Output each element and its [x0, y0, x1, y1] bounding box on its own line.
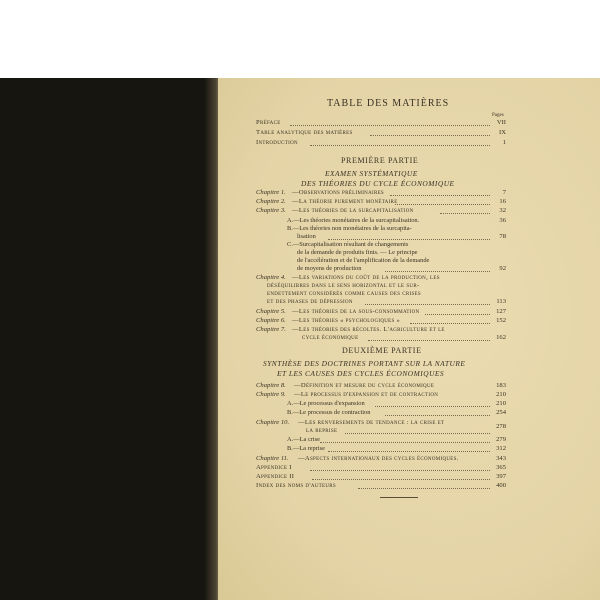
leader-dots — [375, 406, 490, 407]
page-number: 162 — [496, 334, 506, 341]
toc-entry-author-index: Index des noms d'auteurs — [256, 482, 336, 489]
chapter-title: —Les théories des récoltes. L'agriculture et le — [292, 326, 445, 333]
chapter-label: Chapitre 9. — [256, 391, 286, 398]
facing-page-dark — [0, 78, 213, 600]
leader-dots — [368, 340, 490, 341]
part-one-subtitle: DES THÉORIES DU CYCLE ÉCONOMIQUE — [301, 179, 455, 188]
chapter-title-cont: la reprise — [306, 427, 338, 434]
toc-entry-analytic-table: Table analytique des matières — [256, 129, 353, 136]
page-number: 343 — [496, 455, 506, 462]
leader-dots — [365, 304, 490, 305]
toc-title: TABLE DES MATIÈRES — [327, 98, 450, 109]
leader-dots — [320, 442, 490, 443]
leader-dots — [385, 271, 490, 272]
page-number: 113 — [496, 298, 506, 305]
chapter-label: Chapitre 3. — [256, 207, 286, 214]
chapter-label: Chapitre 2. — [256, 198, 286, 205]
leader-dots — [328, 239, 490, 240]
section-entry: A.—Les théories monétaires de la surcapitalisation. — [287, 217, 420, 224]
chapter-label: Chapitre 5. — [256, 308, 286, 315]
leader-dots — [345, 433, 490, 434]
leader-dots — [385, 415, 490, 416]
page-number: 152 — [496, 317, 506, 324]
section-entry-cont: lisation — [297, 233, 316, 240]
page-number: 127 — [496, 308, 506, 315]
page-number: 1 — [502, 139, 506, 146]
page-number: 279 — [496, 436, 506, 443]
section-entry: B.—Les théories non monétaires de la surcapita- — [287, 225, 412, 232]
page-number: 7 — [502, 189, 506, 196]
section-entry: A.—La crise — [287, 436, 321, 443]
part-two-subtitle: SYNTHÈSE DES DOCTRINES PORTANT SUR LA NATURE — [263, 359, 466, 368]
leader-dots — [370, 135, 490, 136]
chapter-label: Chapitre 6. — [256, 317, 286, 324]
chapter-title: —Les variations du coût de la production, les — [292, 274, 440, 281]
leader-dots — [328, 451, 490, 452]
section-entry: C.—Surcapitalisation résultant de changements — [287, 241, 409, 248]
page-number: 92 — [499, 265, 506, 272]
page-number: 254 — [496, 409, 506, 416]
chapter-label: Chapitre 10. — [256, 419, 290, 426]
chapter-label: Chapitre 1. — [256, 189, 286, 196]
part-one-heading: PREMIÈRE PARTIE — [341, 156, 419, 165]
leader-dots — [310, 470, 490, 471]
page-number: 400 — [496, 482, 506, 489]
chapter-title-cont: endettement considérés comme causes des crises — [267, 290, 421, 297]
chapter-title: —Les théories « psychologiques » — [292, 317, 401, 324]
chapter-title: —Le processus d'expansion et de contraction — [294, 391, 439, 398]
part-two-heading: DEUXIÈME PARTIE — [342, 346, 422, 355]
section-entry: A.—Le processus d'expansion — [287, 400, 365, 407]
section-entry: B.—La reprise — [287, 445, 325, 452]
leader-dots — [310, 145, 490, 146]
chapter-label: Chapitre 7. — [256, 326, 286, 333]
page-number: VII — [496, 119, 506, 126]
leader-dots — [290, 125, 490, 126]
section-entry-cont: de moyens de production — [297, 265, 362, 272]
page-number: 210 — [496, 391, 506, 398]
toc-entry-appendix-2: Appendice II — [256, 473, 295, 480]
leader-dots — [312, 479, 490, 480]
page-number: 312 — [496, 445, 506, 452]
chapter-title: —Définition et mesure du cycle économique — [294, 382, 435, 389]
chapter-title: —Aspects internationaux des cycles économiques. — [298, 455, 459, 462]
pages-column-label: Pages — [492, 113, 504, 118]
toc-entry-preface: Préface — [256, 119, 281, 126]
closing-rule — [380, 497, 418, 498]
section-entry-cont: de l'accélération et de l'amplification de la demande — [297, 257, 430, 264]
page-number: 32 — [499, 207, 506, 214]
page-number: 397 — [496, 473, 506, 480]
chapter-title: —Les renversements de tendance : la crise et — [298, 419, 445, 426]
page-number: 210 — [496, 400, 506, 407]
part-one-subtitle: EXAMEN SYSTÉMATIQUE — [325, 169, 418, 178]
toc-entry-appendix-1: Appendice I — [256, 464, 292, 471]
page-number: 16 — [499, 198, 506, 205]
section-entry-cont: de la demande de produits finis. — Le principe — [297, 249, 418, 256]
chapter-title-cont: cycle économique — [302, 334, 359, 341]
chapter-title-cont: et des phases de dépression — [267, 298, 353, 305]
chapter-title: —La théorie purement monétaire — [292, 198, 398, 205]
chapter-title-cont: déséquilibres dans le sens horizontal et le sur- — [267, 282, 420, 289]
chapter-label: Chapitre 8. — [256, 382, 286, 389]
page-number: 183 — [496, 382, 506, 389]
chapter-title: —Les théories de la sous-consommation — [292, 308, 420, 315]
page-number: IX — [499, 129, 506, 136]
page-number: 278 — [496, 423, 506, 430]
chapter-label: Chapitre 4. — [256, 274, 286, 281]
page-number: 78 — [499, 233, 506, 240]
chapter-label: Chapitre 11. — [256, 455, 289, 462]
leader-dots — [358, 488, 490, 489]
toc-entry-introduction: Introduction — [256, 139, 298, 146]
section-entry: B.—Le processus de contraction — [287, 409, 371, 416]
page-number: 36 — [499, 217, 506, 224]
leader-dots — [390, 195, 490, 196]
chapter-title: —Les théories de la surcapitalisation — [292, 207, 414, 214]
chapter-title: —Observations préliminaires — [292, 189, 385, 196]
part-two-subtitle: ET LES CAUSES DES CYCLES ÉCONOMIQUES — [277, 369, 445, 378]
page-number: 365 — [496, 464, 506, 471]
